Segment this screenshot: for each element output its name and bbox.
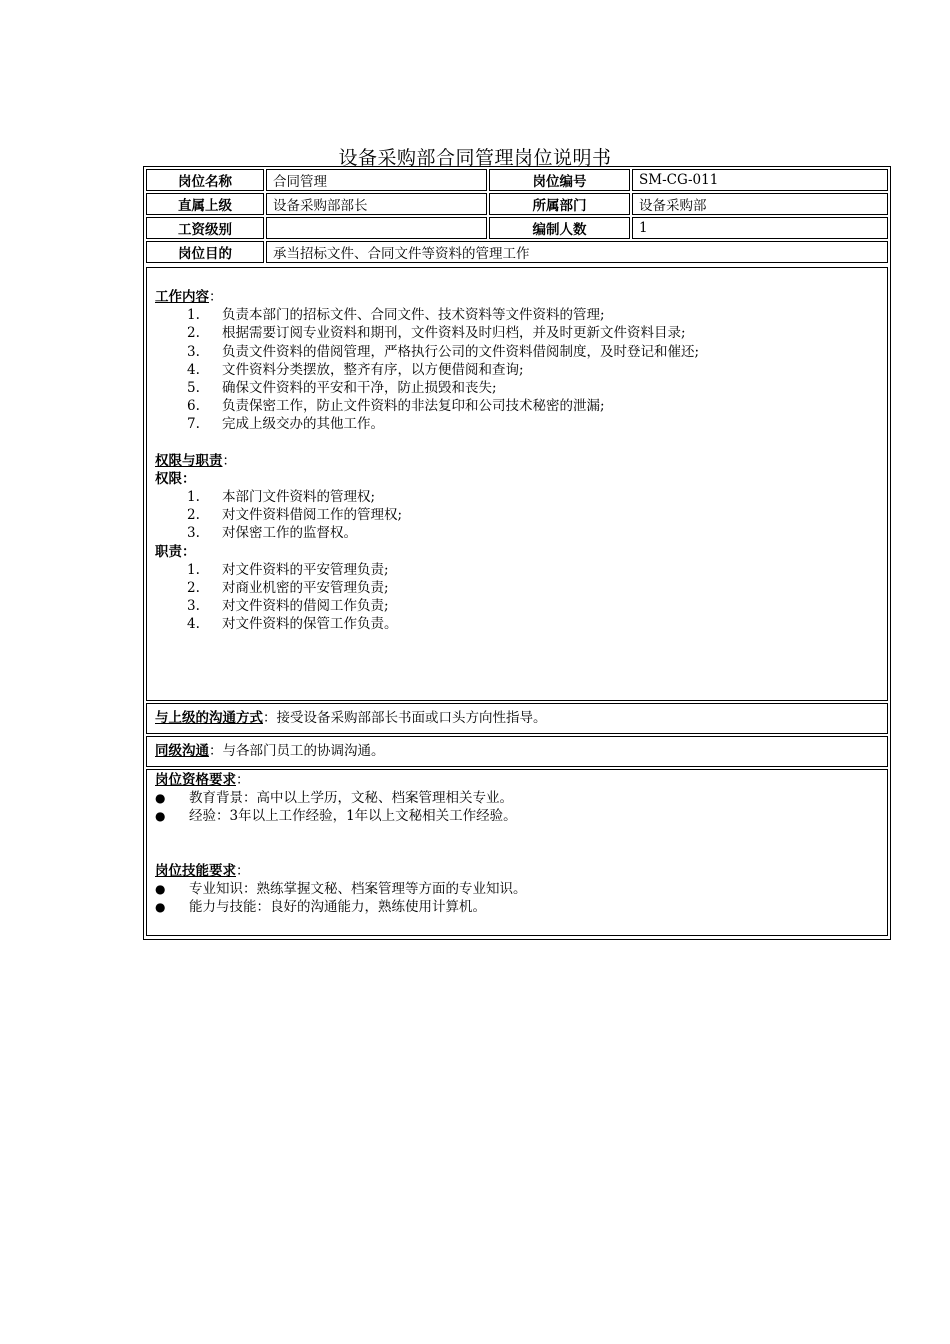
superior-label: 直属上级 bbox=[146, 193, 264, 215]
item-number: 3. bbox=[187, 525, 200, 542]
list-item bbox=[155, 807, 879, 825]
qualification-heading: 岗位资格要求 bbox=[155, 772, 236, 788]
list-item bbox=[155, 880, 879, 898]
upper-comm-label: 与上级的沟通方式 bbox=[155, 710, 263, 727]
item-number: 3. bbox=[187, 343, 200, 360]
duties-heading: 职责 bbox=[155, 543, 182, 560]
work-list bbox=[155, 306, 879, 433]
work-section bbox=[146, 267, 888, 701]
header-row bbox=[146, 193, 888, 215]
item-number: 1. bbox=[187, 561, 200, 578]
item-text: 对商业机密的平安管理负责; bbox=[222, 580, 389, 597]
skills-heading: 岗位技能要求 bbox=[155, 862, 236, 879]
authority-heading-line bbox=[155, 452, 879, 470]
headcount-label: 编制人数 bbox=[489, 217, 630, 239]
item-text: 对文件资料的保管工作负责。 bbox=[222, 616, 398, 633]
list-item bbox=[155, 343, 879, 361]
item-number: 2. bbox=[187, 580, 200, 597]
peer-comm-text: 与各部门员工的协调沟通。 bbox=[222, 743, 385, 760]
list-item bbox=[155, 579, 879, 597]
bullet-icon: ● bbox=[155, 809, 166, 824]
item-text: 对保密工作的监督权。 bbox=[222, 525, 357, 542]
colon: ： bbox=[209, 289, 223, 305]
duties-heading-line bbox=[155, 543, 879, 561]
item-number: 2. bbox=[187, 507, 200, 524]
peer-comm-label: 同级沟通 bbox=[155, 743, 209, 760]
colon: ： bbox=[236, 772, 250, 788]
department-value: 设备采购部 bbox=[632, 193, 888, 215]
qualification-section bbox=[146, 769, 888, 936]
purpose-label: 岗位目的 bbox=[146, 241, 264, 263]
item-text: 教育背景：高中以上学历，文秘、档案管理相关专业。 bbox=[189, 790, 513, 807]
item-text: 对文件资料借阅工作的管理权; bbox=[222, 507, 403, 524]
colon: ： bbox=[182, 470, 196, 487]
spacer bbox=[155, 826, 879, 844]
list-item bbox=[155, 524, 879, 542]
item-text: 对文件资料的借阅工作负责; bbox=[222, 598, 389, 615]
item-number: 3. bbox=[187, 598, 200, 615]
list-item bbox=[155, 789, 879, 807]
upper-communication-section bbox=[146, 703, 888, 734]
item-number: 7. bbox=[187, 416, 200, 433]
bullet-icon: ● bbox=[155, 900, 166, 915]
position-code-value: SM-CG-011 bbox=[632, 169, 888, 191]
position-code-label: 岗位编号 bbox=[489, 169, 630, 191]
item-number: 6. bbox=[187, 398, 200, 415]
work-heading-line bbox=[155, 288, 879, 306]
item-text: 负责文件资料的借阅管理，严格执行公司的文件资料借阅制度，及时登记和催还; bbox=[222, 343, 700, 360]
spacer bbox=[155, 844, 879, 862]
bullet-icon: ● bbox=[155, 791, 166, 806]
item-text: 经验：3年以上工作经验，1年以上文秘相关工作经验。 bbox=[189, 808, 517, 825]
list-item bbox=[155, 506, 879, 524]
item-text: 能力与技能：良好的沟通能力，熟练使用计算机。 bbox=[189, 899, 486, 916]
purpose-value: 承当招标文件、合同文件等资料的管理工作 bbox=[266, 241, 888, 263]
list-item bbox=[155, 597, 879, 615]
list-item bbox=[155, 898, 879, 916]
colon: ： bbox=[263, 710, 277, 727]
skills-list bbox=[155, 880, 879, 916]
colon: ： bbox=[209, 743, 223, 760]
colon: ： bbox=[222, 452, 236, 469]
qualification-list bbox=[155, 789, 879, 825]
item-text: 完成上级交办的其他工作。 bbox=[222, 416, 384, 433]
rights-heading: 权限 bbox=[155, 470, 182, 487]
item-text: 确保文件资料的平安和干净，防止损毁和丧失; bbox=[222, 380, 497, 397]
item-text: 负责本部门的招标文件、合同文件、技术资料等文件资料的管理; bbox=[222, 307, 605, 324]
superior-value: 设备采购部部长 bbox=[266, 193, 487, 215]
headcount-value: 1 bbox=[632, 217, 888, 239]
qualification-heading-line bbox=[155, 771, 879, 789]
header-row bbox=[146, 169, 888, 191]
peer-communication-section bbox=[146, 736, 888, 767]
document-title: 设备采购部合同管理岗位说明书 bbox=[338, 147, 612, 169]
duties-list bbox=[155, 561, 879, 634]
item-text: 负责保密工作，防止文件资料的非法复印和公司技术秘密的泄漏; bbox=[222, 398, 605, 415]
list-item bbox=[155, 306, 879, 324]
position-name-value: 合同管理 bbox=[266, 169, 487, 191]
bullet-icon: ● bbox=[155, 881, 166, 896]
item-number: 1. bbox=[187, 307, 200, 324]
item-number: 4. bbox=[187, 616, 200, 633]
item-number: 5. bbox=[187, 380, 200, 397]
position-name-label: 岗位名称 bbox=[146, 169, 264, 191]
authority-heading: 权限与职责 bbox=[155, 452, 223, 469]
item-text: 本部门文件资料的管理权; bbox=[222, 489, 376, 506]
skills-heading-line bbox=[155, 862, 879, 880]
upper-comm-text: 接受设备采购部部长书面或口头方向性指导。 bbox=[276, 710, 547, 727]
list-item bbox=[155, 488, 879, 506]
list-item bbox=[155, 415, 879, 433]
rights-heading-line bbox=[155, 470, 879, 488]
job-description-sheet bbox=[143, 166, 891, 940]
item-number: 1. bbox=[187, 489, 200, 506]
item-text: 专业知识：熟练掌握文秘、档案管理等方面的专业知识。 bbox=[189, 880, 527, 897]
list-item bbox=[155, 379, 879, 397]
list-item bbox=[155, 324, 879, 342]
spacer bbox=[155, 434, 879, 452]
item-text: 根据需要订阅专业资料和期刊，文件资料及时归档，并及时更新文件资料目录; bbox=[222, 325, 686, 342]
list-item bbox=[155, 361, 879, 379]
department-label: 所属部门 bbox=[489, 193, 630, 215]
list-item bbox=[155, 615, 879, 633]
list-item bbox=[155, 561, 879, 579]
item-number: 2. bbox=[187, 325, 200, 342]
work-heading: 工作内容 bbox=[155, 289, 209, 305]
colon: ： bbox=[182, 543, 196, 560]
header-row bbox=[146, 241, 888, 263]
item-text: 对文件资料的平安管理负责; bbox=[222, 561, 389, 578]
rights-list bbox=[155, 488, 879, 543]
salary-label: 工资级别 bbox=[146, 217, 264, 239]
header-row bbox=[146, 217, 888, 239]
header-table bbox=[144, 167, 890, 265]
item-number: 4. bbox=[187, 361, 200, 378]
item-text: 文件资料分类摆放，整齐有序，以方便借阅和查询; bbox=[222, 361, 524, 378]
colon: ： bbox=[236, 862, 250, 879]
salary-value bbox=[266, 217, 487, 239]
list-item bbox=[155, 397, 879, 415]
